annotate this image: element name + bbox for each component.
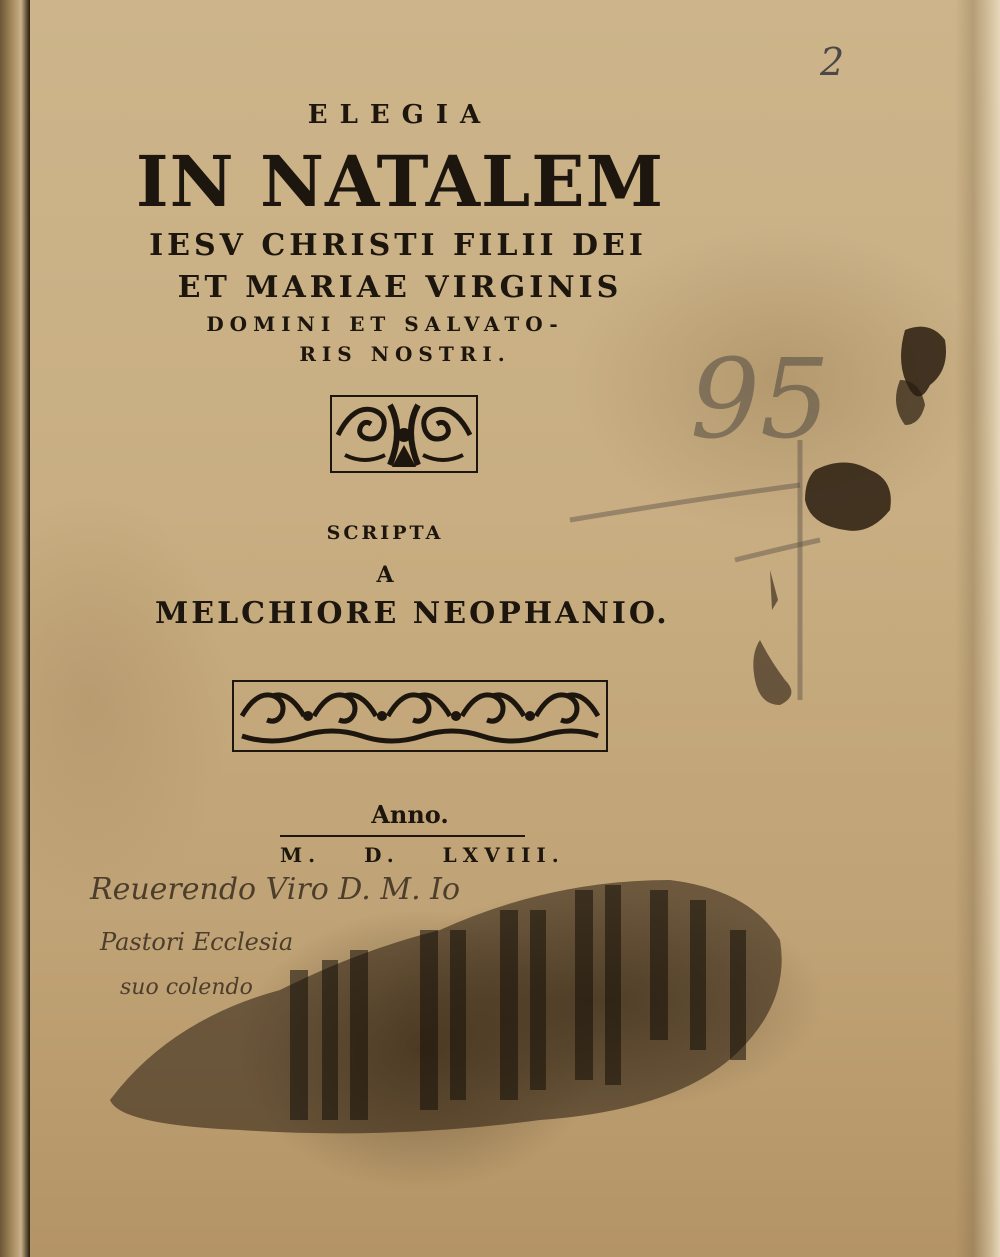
title-line-4: RIS NOSTRI. (299, 342, 511, 366)
bleed-through-stain (90, 870, 810, 1150)
handwritten-inscription-line-2: Pastori Ecclesia (100, 928, 294, 956)
anno-label: Anno. (371, 800, 449, 829)
heading-elegia: ELEGIA (307, 100, 493, 130)
fleuron-ornament-icon (330, 395, 478, 473)
handwritten-inscription-line-3: suo colendo (120, 975, 253, 1000)
imprint-year: M. D. LXVIII. (280, 843, 565, 867)
author-name: MELCHIORE NEOPHANIO. (155, 596, 670, 631)
title-line-3: DOMINI ET SALVATO- (206, 312, 564, 336)
fleuron-band-icon (232, 680, 608, 752)
by-letter: A (376, 562, 394, 588)
pencil-mark-number: 95 (690, 335, 830, 463)
page-binding-edge (0, 0, 30, 1257)
title-line-1: IESV CHRISTI FILII DEI (149, 228, 647, 263)
main-title: IN NATALEM (135, 140, 665, 223)
title-line-2: ET MARIAE VIRGINIS (177, 270, 623, 305)
anno-rule-line (280, 835, 525, 837)
scripta-label: SCRIPTA (326, 522, 444, 544)
page-right-edge (955, 0, 1000, 1257)
handwritten-inscription-line-1: Reuerendo Viro D. M. Io (90, 872, 461, 907)
handwritten-page-number: 2 (820, 40, 845, 84)
